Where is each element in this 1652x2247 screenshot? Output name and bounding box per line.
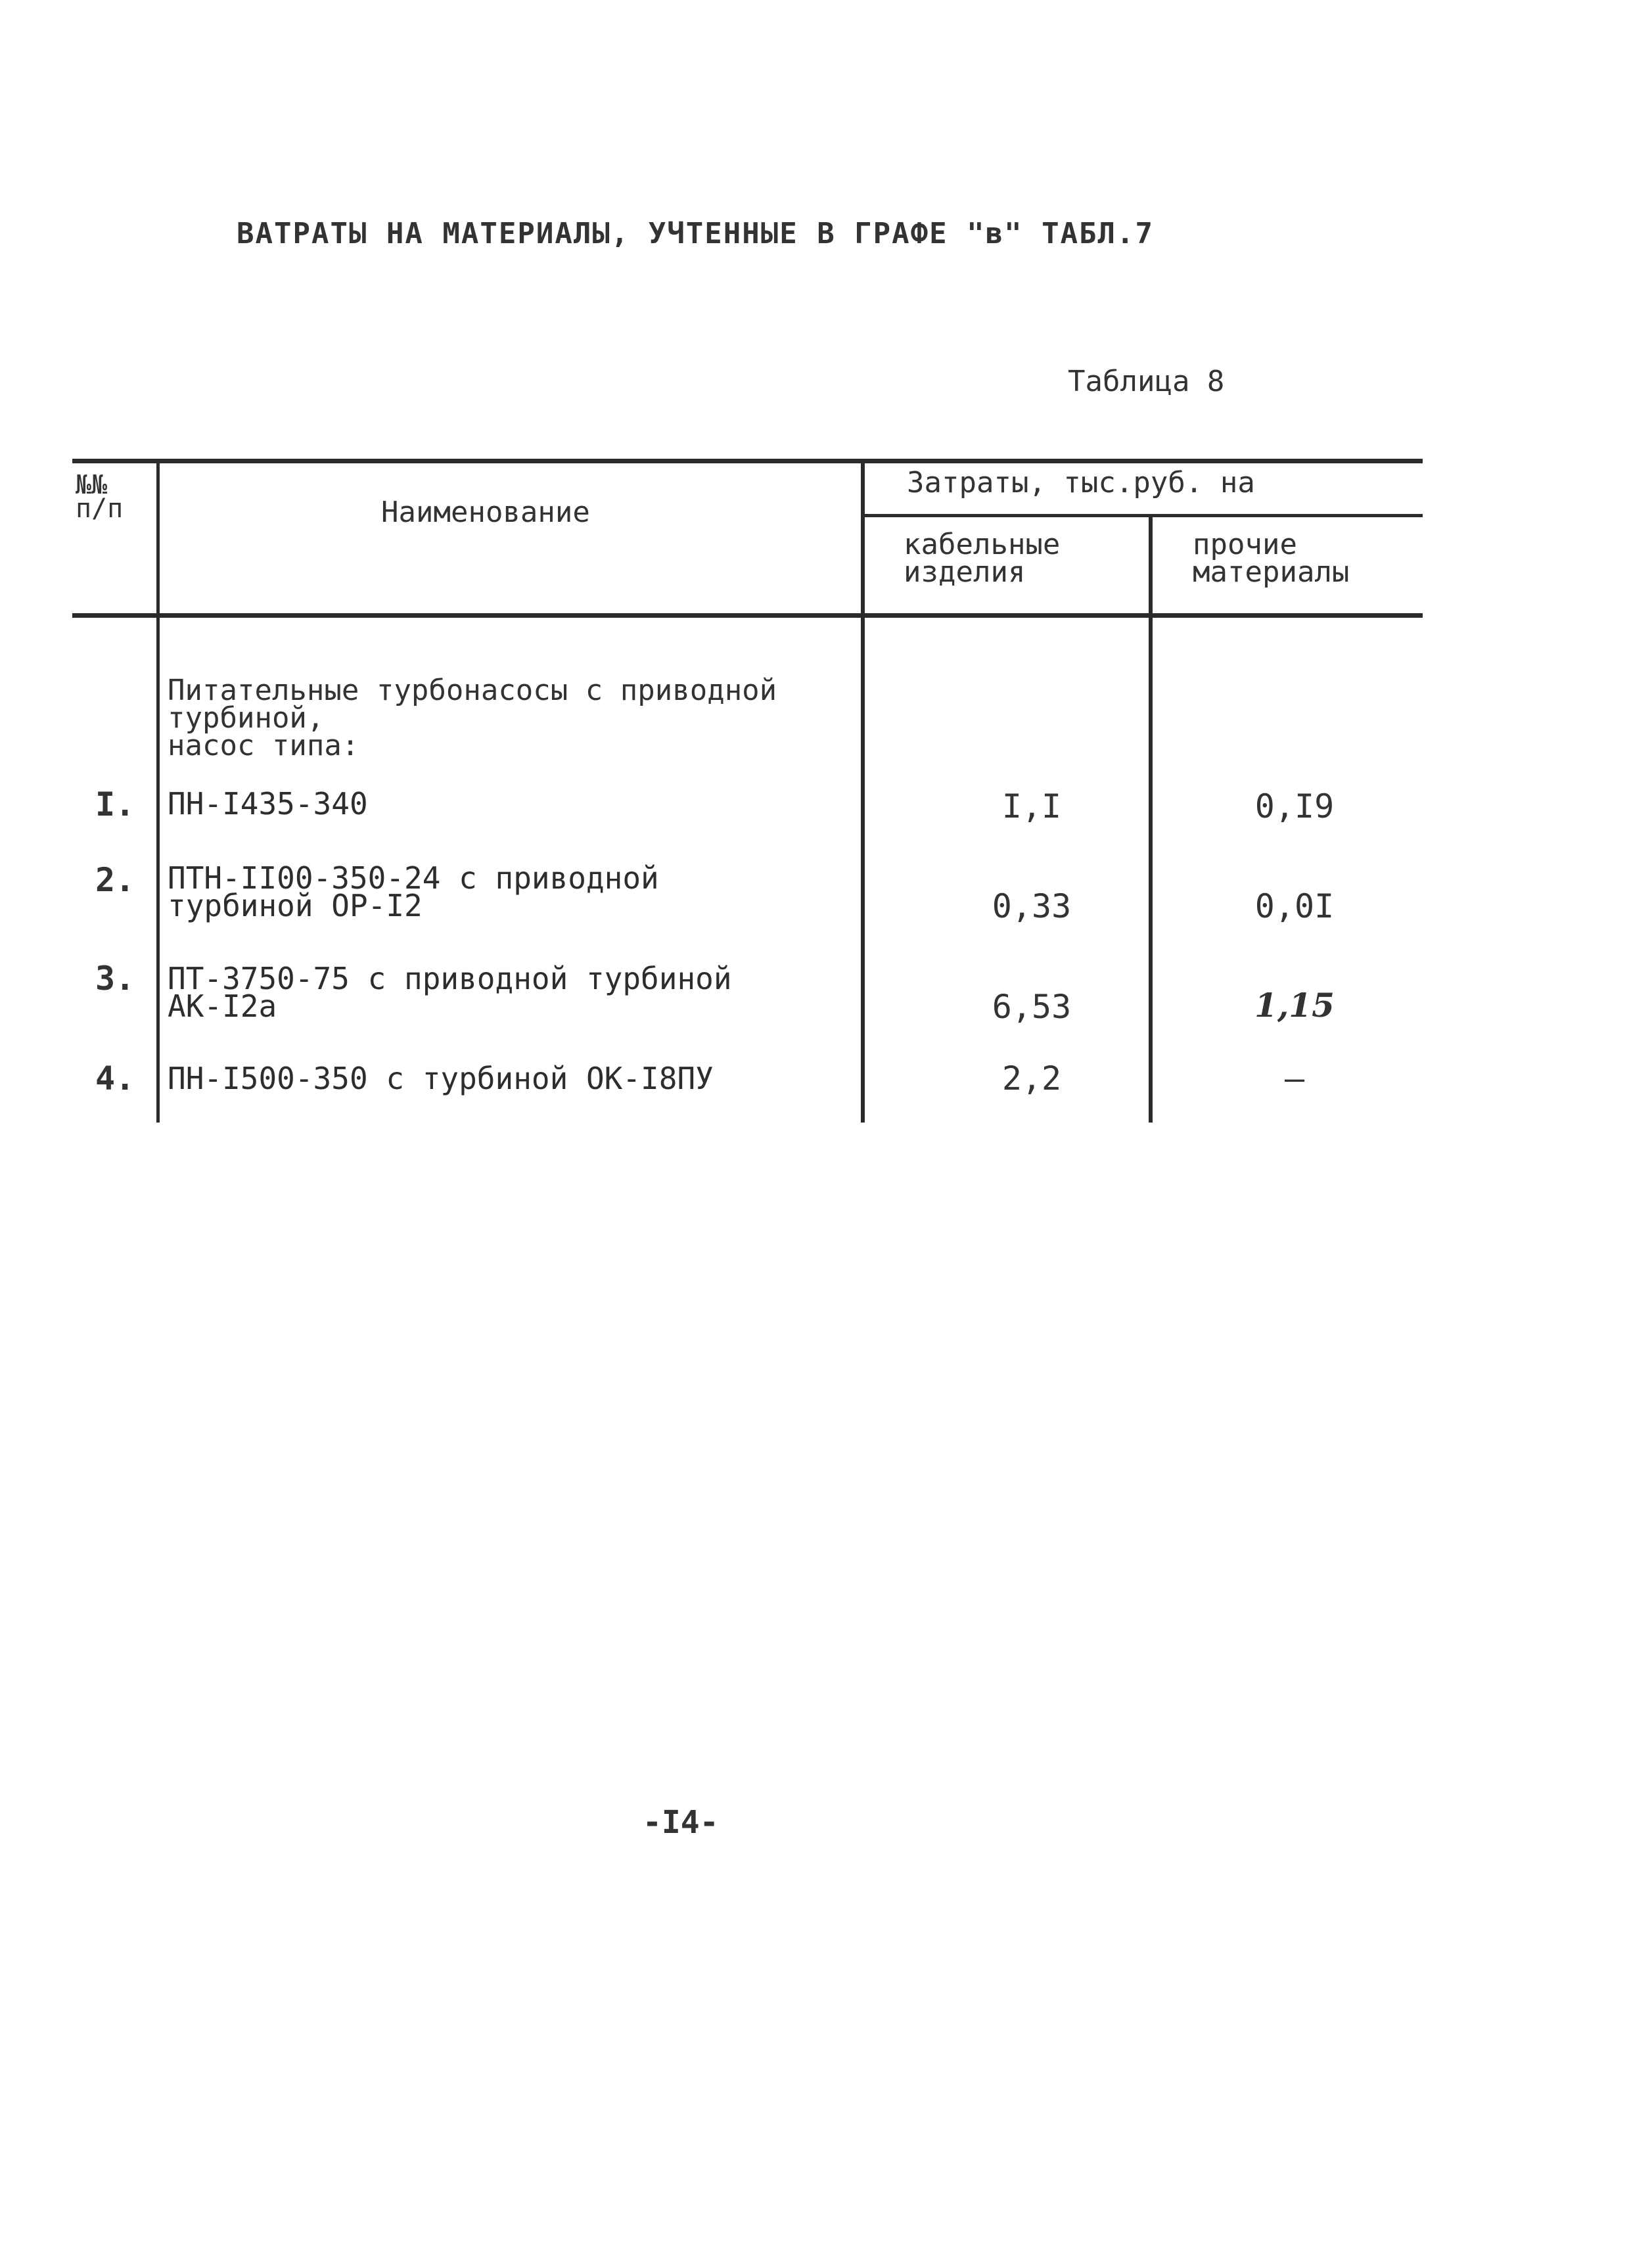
document-heading: ВАТРАТЫ НА МАТЕРИАЛЫ, УЧТЕННЫЕ В ГРАФЕ "в" ТАБЛ.7 (237, 217, 1155, 250)
column-divider-cable (1149, 514, 1153, 1123)
column-header-other: прочие материалы (1193, 528, 1350, 589)
row-number: 4. (95, 1059, 135, 1098)
header-bottom-border (72, 613, 1423, 618)
column-header-name: Наименование (381, 496, 590, 529)
column-header-cable: кабельные изделия (904, 528, 1061, 589)
header-subdivider (862, 514, 1423, 517)
row-value-other: 1,15 (1254, 986, 1335, 1025)
column-divider-name (861, 459, 865, 1123)
row-value-cable: I,I (1001, 787, 1062, 825)
row-number: 2. (95, 861, 135, 899)
table-top-border (72, 459, 1423, 463)
column-divider-number (156, 459, 160, 1123)
page-number: -I4- (643, 1804, 719, 1841)
row-number: I. (95, 785, 135, 823)
group-title: Питательные турбонасосы с приводной турбиной, насос типа: (168, 674, 777, 762)
row-value-cable: 2,2 (1001, 1059, 1062, 1098)
row-value-other: 0,0I (1254, 887, 1335, 925)
row-number: 3. (95, 960, 135, 998)
row-value-other: 0,I9 (1254, 787, 1335, 825)
row-value-other: – (1284, 1059, 1305, 1098)
column-header-number: №№ п/п (76, 470, 124, 524)
row-value-cable: 6,53 (992, 988, 1072, 1026)
row-name: ПТН-II00-350-24 с приводной турбиной ОР-I2 (168, 860, 659, 923)
row-value-cable: 0,33 (992, 887, 1072, 925)
row-name: ПН-I435-340 (168, 786, 368, 822)
row-name: ПН-I500-350 с турбиной ОК-I8ПУ (168, 1061, 714, 1096)
column-header-costs-group: Затраты, тыс.руб. на (907, 466, 1255, 499)
row-name: ПТ-3750-75 с приводной турбиной АК-I2а (168, 961, 732, 1024)
table-label: Таблица 8 (1068, 365, 1225, 398)
